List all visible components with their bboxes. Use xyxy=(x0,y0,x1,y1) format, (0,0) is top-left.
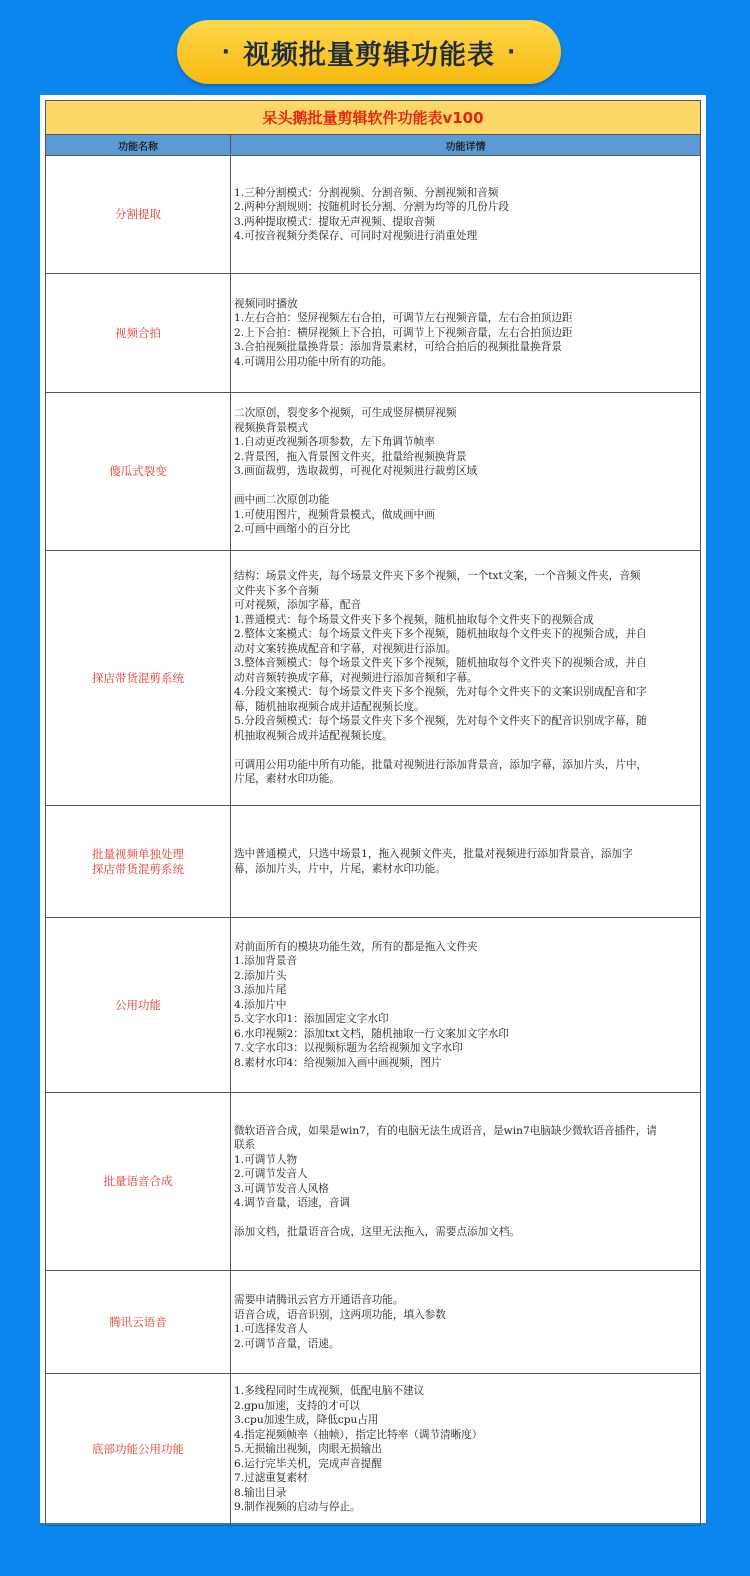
feature-name xyxy=(46,551,231,806)
feature-detail xyxy=(231,274,701,393)
feature-detail-line: 1.自动更改视频各项参数，左下角调节帧率 xyxy=(234,436,435,449)
feature-name xyxy=(46,393,231,551)
feature-detail-line: 3.添加片尾 xyxy=(234,984,287,997)
feature-name xyxy=(46,1374,231,1526)
table-row xyxy=(46,918,701,1093)
feature-detail-line: 片尾，素材水印功能。 xyxy=(234,773,340,786)
feature-detail-line: 2.可调节音量，语速。 xyxy=(234,1337,340,1350)
feature-detail-line: 5.文字水印1：添加固定文字水印 xyxy=(234,1013,389,1026)
table-row xyxy=(46,1093,701,1271)
table-title: 呆头鹅批量剪辑软件功能表v100 xyxy=(46,101,701,135)
feature-name-line: 傻瓜式裂变 xyxy=(109,464,167,478)
feature-detail-line: 3.合拍视频批量换背景：添加背景素材，可给合拍后的视频批量换背景 xyxy=(234,341,562,354)
feature-detail-line: 需要申请腾讯云官方开通语音功能。 xyxy=(234,1294,404,1306)
feature-detail-line: 2.两种分割规则：按随机时长分割、分割为均等的几份片段 xyxy=(234,201,509,213)
feature-name-line: 腾讯云语音 xyxy=(109,1314,167,1329)
feature-detail-line: 对前面所有的模块功能生效，所有的都是拖入文件夹 xyxy=(234,940,478,953)
table-row xyxy=(46,806,701,918)
feature-detail-line: 8.输出目录 xyxy=(234,1486,287,1499)
feature-detail-line: 画中画二次原创功能 xyxy=(234,494,330,507)
feature-detail-line: 1.三种分割模式：分割视频、分割音频、分割视频和音频 xyxy=(234,186,499,199)
feature-detail-line: 7.过滤重复素材 xyxy=(234,1472,308,1485)
feature-detail-line: 6.水印视频2：添加txt文档，随机抽取一行文案加文字水印 xyxy=(234,1027,509,1040)
banner-dot-left: · xyxy=(221,39,231,65)
feature-detail xyxy=(231,156,701,274)
feature-detail-line: 2.背景图，拖入背景图文件夹，批量给视频换背景 xyxy=(234,450,467,463)
feature-detail-line: 2.gpu加速，支持的才可以 xyxy=(234,1399,360,1412)
feature-detail-line: 8.素材水印4：给视频加入画中画视频，图片 xyxy=(234,1056,442,1069)
feature-detail-line: 4.调节音量，语速，音调 xyxy=(234,1197,351,1209)
table-header-row xyxy=(46,135,701,156)
feature-detail-line: 6.运行完毕关机，完成声音提醒 xyxy=(234,1457,382,1470)
header-feature-detail: 功能详情 xyxy=(231,135,701,156)
feature-detail-line: 2.添加片头 xyxy=(234,969,287,982)
feature-name-line: 视频合拍 xyxy=(115,325,161,340)
feature-table-card xyxy=(40,95,706,1523)
feature-detail-line: 语音合成，语音识别，这两项功能，填入参数 xyxy=(234,1308,446,1321)
feature-detail-line: 7.文字水印3：以视频标题为名给视频加文字水印 xyxy=(234,1042,463,1055)
feature-detail-line: 幕，随机抽取视频合成并适配视频长度。 xyxy=(234,700,425,713)
feature-detail-line: 视频换背景模式 xyxy=(234,421,309,434)
table-title-row xyxy=(46,101,701,135)
feature-detail-line: 9.制作视频的启动与停止。 xyxy=(234,1501,361,1514)
feature-detail-line xyxy=(234,1211,700,1226)
feature-detail-line xyxy=(234,479,700,494)
feature-detail-line: 4.添加片中 xyxy=(234,998,287,1011)
feature-name xyxy=(46,806,231,918)
feature-detail-line: 微软语音合成，如果是win7，有的电脑无法生成语音，是win7电脑缺少微软语音插件，请 xyxy=(234,1124,657,1137)
feature-name xyxy=(46,274,231,393)
feature-detail-line: 1.左右合拍：竖屏视频左右合拍，可调节左右视频音量，左右合拍顶边距 xyxy=(234,312,573,325)
feature-detail-line: 二次原创，裂变多个视频，可生成竖屏横屏视频 xyxy=(234,407,457,420)
feature-detail-line: 1.可使用图片，视频背景模式，做成画中画 xyxy=(234,508,435,521)
feature-name-line: 分割提取 xyxy=(115,207,161,221)
banner-dot-right: · xyxy=(507,39,517,65)
feature-detail xyxy=(231,393,701,551)
feature-detail-line: 1.添加背景音 xyxy=(234,955,298,968)
feature-detail-line: 添加文档，批量语音合成，这里无法拖入，需要点添加文档。 xyxy=(234,1226,521,1238)
feature-detail xyxy=(231,551,701,806)
feature-detail-line: 2.可画中画缩小的百分比 xyxy=(234,523,351,536)
feature-name xyxy=(46,1093,231,1271)
feature-detail-line: 3.两种提取模式：提取无声视频、提取音频 xyxy=(234,215,435,228)
feature-detail-line: 4.可调用公用功能中所有的功能。 xyxy=(234,355,393,368)
table-row xyxy=(46,274,701,393)
table-row xyxy=(46,551,701,806)
feature-detail-line: 动对文案转换成配音和字幕，对视频进行添加。 xyxy=(234,642,457,655)
feature-detail-line: 视频同时播放 xyxy=(234,297,298,310)
feature-detail xyxy=(231,1093,701,1271)
feature-detail-line: 2.上下合拍：横屏视频上下合拍，可调节上下视频音量，左右合拍顶边距 xyxy=(234,326,573,339)
feature-detail-line: 幕，添加片头，片中，片尾，素材水印功能。 xyxy=(234,862,446,875)
feature-detail-line: 选中普通模式，只选中场景1，拖入视频文件夹，批量对视频进行添加背景音，添加字 xyxy=(234,848,633,860)
feature-name-line: 探店带货混剪系统 xyxy=(92,861,184,876)
feature-name-line: 探店带货混剪系统 xyxy=(92,670,184,685)
feature-detail-line: 4.分段文案模式：每个场景文件夹下多个视频，先对每个文件夹下的文案识别成配音和字 xyxy=(234,686,647,699)
feature-detail-line: 可对视频，添加字幕，配音 xyxy=(234,599,362,612)
feature-detail-line: 机抽取视频合成并适配视频长度。 xyxy=(234,729,393,742)
feature-detail-line: 2.可调节发音人 xyxy=(234,1168,308,1180)
feature-detail-line: 3.整体音频模式：每个场景文件夹下多个视频，随机抽取每个文件夹下的视频合成，并自 xyxy=(234,657,647,670)
feature-detail-line: 1.多线程同时生成视频，低配电脑不建议 xyxy=(234,1385,425,1398)
feature-detail-line: 1.可选择发音人 xyxy=(234,1323,308,1335)
feature-detail-line xyxy=(234,743,700,758)
feature-detail-line: 1.可调节人物 xyxy=(234,1153,298,1166)
feature-detail xyxy=(231,1271,701,1374)
header-feature-name: 功能名称 xyxy=(46,135,231,156)
table-row xyxy=(46,1374,701,1526)
feature-name-line: 批量视频单独处理 xyxy=(92,846,184,861)
feature-detail-line: 3.可调节发音人风格 xyxy=(234,1182,329,1195)
feature-name-line: 批量语音合成 xyxy=(103,1174,173,1188)
feature-detail-line: 5.无损输出视频，肉眼无损输出 xyxy=(234,1443,382,1456)
feature-detail xyxy=(231,1374,701,1526)
feature-detail-line: 3.画面裁剪，选取裁剪，可视化对视频进行裁剪区域 xyxy=(234,465,478,478)
feature-detail-line: 结构：场景文件夹，每个场景文件夹下多个视频，一个txt文案，一个音频文件夹，音频 xyxy=(234,570,641,583)
feature-detail-line: 5.分段音频模式：每个场景文件夹下多个视频，先对每个文件夹下的配音识别成字幕，随 xyxy=(234,715,647,728)
feature-name xyxy=(46,1271,231,1374)
banner-title-text: 视频批量剪辑功能表 xyxy=(243,39,495,71)
feature-detail-line: 1.普通模式：每个场景文件夹下多个视频，随机抽取每个文件夹下的视频合成 xyxy=(234,613,594,626)
feature-name xyxy=(46,156,231,274)
feature-detail-line: 2.整体文案模式：每个场景文件夹下多个视频，随机抽取每个文件夹下的视频合成，并自 xyxy=(234,628,647,641)
feature-detail-line: 3.cpu加速生成，降低cpu占用 xyxy=(234,1414,379,1427)
feature-table xyxy=(45,100,701,1526)
feature-detail xyxy=(231,806,701,918)
table-row xyxy=(46,393,701,551)
feature-detail-line: 文件夹下多个音频 xyxy=(234,584,319,597)
feature-name xyxy=(46,918,231,1093)
feature-detail-line: 4.可按音视频分类保存、可同时对视频进行消重处理 xyxy=(234,230,478,242)
feature-detail-line: 动对音频转换成字幕，对视频进行添加音频和字幕。 xyxy=(234,671,478,684)
feature-name-line: 公用功能 xyxy=(115,997,161,1012)
feature-name-line: 底部功能公用功能 xyxy=(92,1442,184,1456)
feature-detail-line: 联系 xyxy=(234,1139,256,1151)
feature-detail-line: 可调用公用功能中所有功能，批量对视频进行添加背景音，添加字幕，添加片头，片中， xyxy=(234,758,648,771)
table-row xyxy=(46,1271,701,1374)
feature-detail xyxy=(231,918,701,1093)
banner-title xyxy=(177,20,561,84)
table-row xyxy=(46,156,701,274)
feature-detail-line: 4.指定视频帧率（抽帧），指定比特率（调节清晰度） xyxy=(234,1428,483,1441)
